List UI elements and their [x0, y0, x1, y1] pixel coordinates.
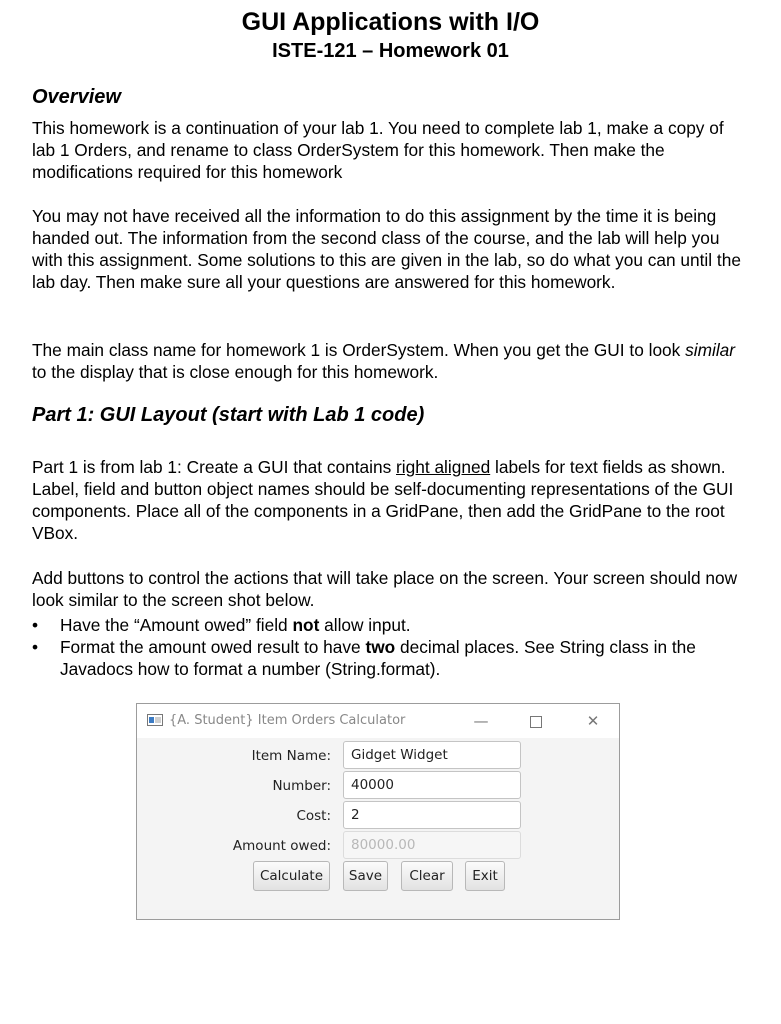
window-titlebar [137, 704, 619, 738]
number-input[interactable] [343, 771, 521, 799]
bullet-icon: • [32, 615, 39, 635]
part1-paragraph-2: Add buttons to control the actions that will take place on the screen. Your screen should now look similar to the screen shot below. [32, 568, 738, 610]
number-label: Number: [272, 778, 331, 794]
overview-paragraph-1: This homework is a continuation of your lab 1. You need to complete lab 1, make a copy of lab 1 Orders, and rename to class OrderSystem for this homework. Then make the modifications required for this homework [32, 118, 724, 182]
document-subtitle: ISTE-121 – Homework 01 [272, 40, 509, 62]
save-button[interactable]: Save [343, 861, 388, 891]
amount-owed-field [343, 831, 521, 859]
document-page: GUI Applications with I/O ISTE-121 – Homework 01 Overview This homework is a continuation of your lab 1. You need to complete lab 1, make a copy of lab 1 Orders, and rename to class OrderSystem for this homework. Then make the modifications required for this homework You may not have received all the information to do this assignment by the time it is being handed out. The information from the second class of the course, and the lab will help you with this assignment. Some solutions to this are given in the lab, so do what you can until the lab day. Then make sure all your questions are answered for this homework. The main class name for homework 1 is OrderSystem. When you get the GUI to look similar to the display that is close enough for this homework. Part 1: GUI Layout (start with Lab 1 code) Part 1 is from lab 1: Create a GUI that contains right aligned labels for text fields as shown. Label, field and button object names should be self-documenting representations of the GUI components. Place all of the components in a GridPane, then add the GridPane to the root VBox. Add buttons to control the actions that will take place on the screen. Your screen should now look similar to the screen shot below. • Have the “Amount owed” field not allow input. • Format the amount owed result to have two decimal places. See String class in the Javadocs how to format a number (String.format). {A. Student} Item Orders Calculator — ✕ Item Name: Gidget Widget Number: 40000 Cost: 2 Amount owed: 80000.00 Calculate Save Clear Exit [0, 0, 781, 1024]
app-window-icon [147, 714, 163, 726]
item-name-input[interactable] [343, 741, 521, 769]
item-name-label: Item Name: [251, 748, 331, 764]
window-title: {A. Student} Item Orders Calculator [169, 713, 406, 728]
app-window-screenshot [136, 703, 620, 920]
clear-button[interactable]: Clear [401, 861, 453, 891]
amount-owed-label: Amount owed: [232, 838, 331, 854]
cost-input[interactable] [343, 801, 521, 829]
close-icon[interactable]: ✕ [586, 712, 600, 730]
calculate-button[interactable]: Calculate [253, 861, 330, 891]
part1-paragraph-1: Part 1 is from lab 1: Create a GUI that contains right aligned labels for text fields as shown. Label, field and button object names should be self-documenting representations of the GUI components. Place all of the components in a GridPane, then add the GridPane to the root VBox. [32, 457, 734, 543]
overview-heading: Overview [32, 86, 121, 108]
bullet-icon: • [32, 637, 39, 657]
document-title: GUI Applications with I/O [241, 8, 540, 36]
minimize-icon[interactable]: — [473, 712, 489, 730]
cost-label: Cost: [296, 808, 331, 824]
maximize-icon[interactable] [516, 708, 556, 734]
overview-paragraph-2: You may not have received all the information to do this assignment by the time it is being handed out. The information from the second class of the course, and the lab will help you with this assignment. Some solutions to this are given in the lab, so do what you can until the lab day. Then make sure all your questions are answered for this homework. [32, 206, 741, 292]
exit-button[interactable]: Exit [465, 861, 505, 891]
overview-paragraph-3: The main class name for homework 1 is OrderSystem. When you get the GUI to look similar to the display that is close enough for this homework. [32, 340, 736, 382]
part1-heading: Part 1: GUI Layout (start with Lab 1 code) [32, 404, 425, 426]
